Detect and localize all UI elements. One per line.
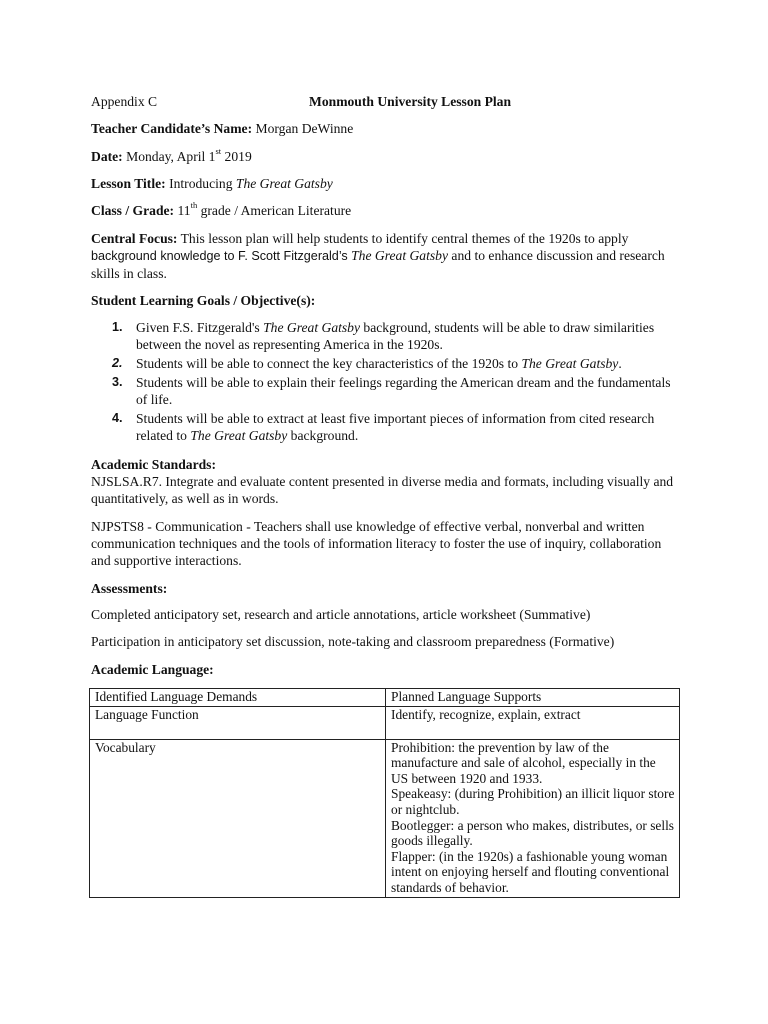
- standard-njslsa: NJSLSA.R7. Integrate and evaluate content presented in diverse media and formats, including visually and quantitatively, as well as in words.: [91, 474, 674, 506]
- class-grade-value: 11th grade / American Literature: [177, 200, 352, 218]
- class-grade-line: [91, 202, 681, 219]
- goal-item: 4. Students will be able to extract at least five important pieces of information from cited research related to The Great Gatsby background.: [112, 411, 655, 443]
- goals-heading: Student Learning Goals / Objective(s):: [91, 293, 316, 308]
- vocab-prohibition: Prohibition: the prevention by law of the manufacture and sale of alcohol, especially in the US between 1920 and 1933.: [391, 739, 656, 786]
- vocab-flapper: Flapper: (in the 1920s) a fashionable young woman intent on enjoying herself and flouting conventional standards of behavior.: [391, 848, 670, 895]
- academic-language-table: [89, 688, 680, 898]
- vocab-bootlegger: Bootlegger: a person who makes, distributes, or sells goods illegally.: [391, 817, 675, 849]
- date-line: [91, 148, 681, 165]
- teacher-line: [91, 120, 681, 137]
- goal-item: 1. Given F.S. Fitzgerald's The Great Gatsby background, students will be able to draw similarities between the novel as representing America in the 1920s.: [112, 320, 655, 352]
- standard-njpsts: NJPSTS8 - Communication - Teachers shall use knowledge of effective verbal, nonverbal and written communication techniques and the tools of information literacy to foster the use of inquiry, collaboration and supportive interactions.: [91, 519, 662, 568]
- lesson-title-label: Lesson Title:: [91, 176, 166, 191]
- class-grade-label: Class / Grade:: [91, 203, 175, 218]
- document-title: Monmouth University Lesson Plan: [309, 94, 512, 109]
- date-label: Date:: [91, 149, 123, 164]
- table-row: [90, 706, 680, 739]
- goal-item: 3. Students will be able to explain their feelings regarding the American dream and the fundamentals of life.: [112, 375, 671, 407]
- language-function-label: Language Function: [90, 706, 386, 739]
- lesson-title-value: Introducing The Great Gatsby: [169, 176, 333, 191]
- vocabulary-definitions: [386, 739, 680, 897]
- academic-language-heading: Academic Language:: [91, 662, 214, 677]
- assessment-formative: Participation in anticipatory set discussion, note-taking and classroom preparedness (Formative): [91, 634, 615, 649]
- goal-item: 2. Students will be able to connect the key characteristics of the 1920s to The Great Gatsby.: [112, 356, 622, 371]
- language-function-value: Identify, recognize, explain, extract: [386, 706, 680, 739]
- vocabulary-label: Vocabulary: [90, 739, 386, 897]
- table-row: [90, 739, 680, 897]
- table-header-demands: Identified Language Demands: [90, 689, 386, 707]
- central-focus: Central Focus: This lesson plan will help students to identify central themes of the 1920s to apply background knowledge to F. Scott Fitzgerald’s The Great Gatsby and to enhance discussion and research skills in class.: [91, 231, 665, 281]
- assessment-summative: Completed anticipatory set, research and article annotations, article worksheet (Summative): [91, 607, 591, 622]
- vocab-speakeasy: Speakeasy: (during Prohibition) an illicit liquor store or nightclub.: [391, 786, 675, 817]
- date-value: Monday, April 1st 2019: [126, 146, 252, 164]
- appendix-label: Appendix C: [91, 94, 158, 109]
- assessments-heading: Assessments:: [91, 581, 168, 596]
- standards-heading: Academic Standards:: [91, 457, 216, 472]
- goals-list: [91, 319, 681, 446]
- teacher-label: Teacher Candidate’s Name:: [91, 121, 253, 136]
- lesson-title-line: [91, 175, 681, 192]
- table-header-supports: Planned Language Supports: [386, 689, 680, 707]
- table-row: [90, 689, 680, 707]
- central-focus-label: Central Focus:: [91, 231, 178, 246]
- teacher-value: Morgan DeWinne: [255, 121, 354, 136]
